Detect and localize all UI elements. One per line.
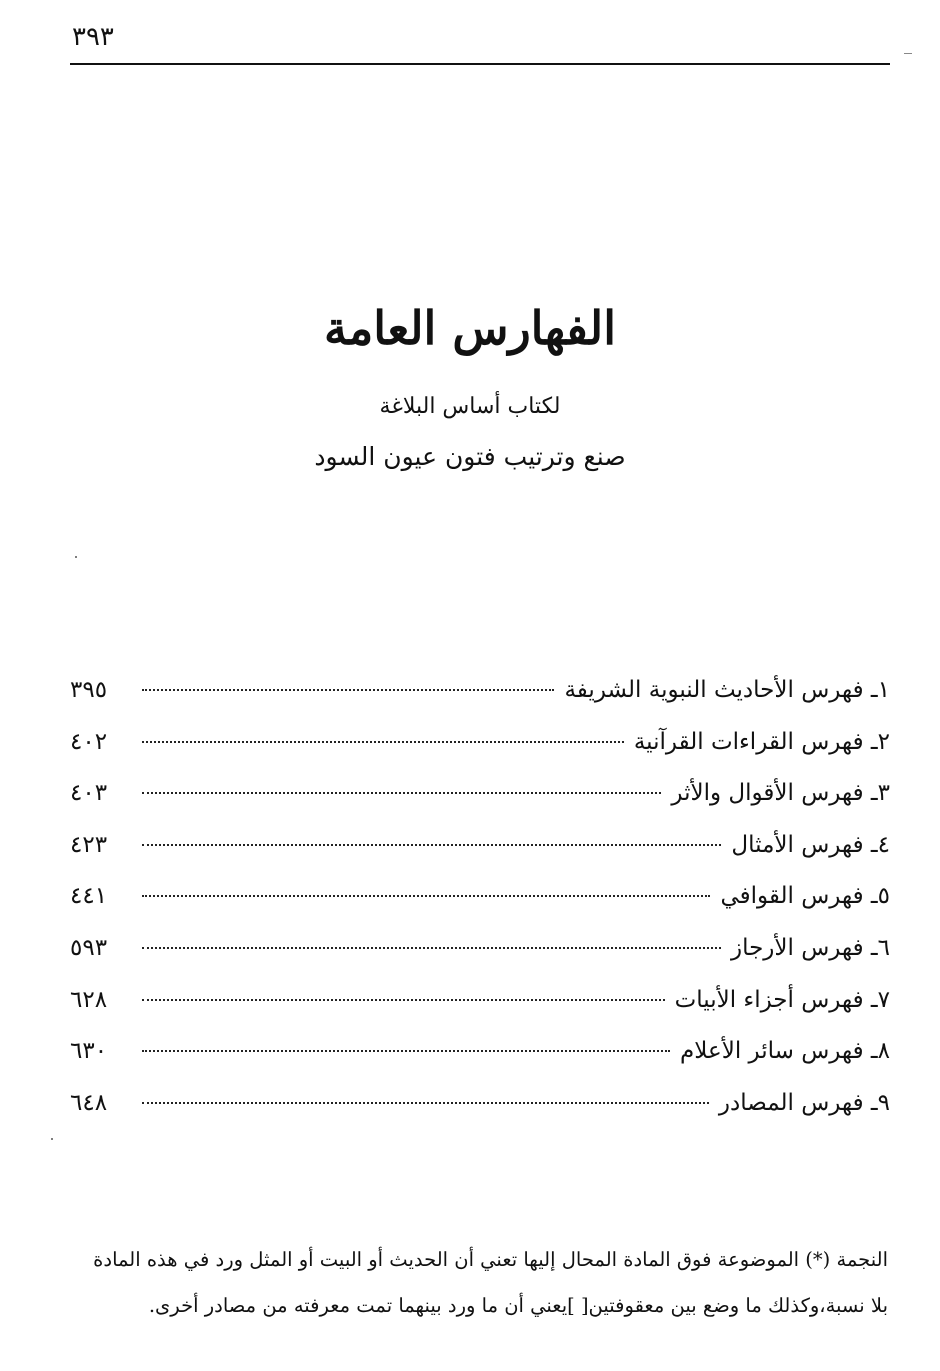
toc-entry-label: ٨ـ فهرس سائر الأعلام [680,1038,890,1065]
dot-leader [142,1050,670,1052]
toc-entry-page: ٦٤٨ [70,1089,108,1116]
footnote-line: النجمة (*) الموضوعة فوق المادة المحال إليها تعني أن الحديث أو البيت أو المثل ورد في هذه المادة [93,1248,888,1271]
toc-entry[interactable] [70,980,890,1032]
toc-entry-label: ٤ـ فهرس الأمثال [731,831,890,858]
toc-entry-page: ٤٠٣ [70,780,108,807]
toc-entry-label: ٣ـ فهرس الأقوال والأثر [671,780,890,807]
toc-entry[interactable] [70,876,890,928]
footnote [62,1237,888,1329]
toc-entry[interactable] [70,773,890,825]
dot-leader [142,844,721,846]
toc-entry-label: ٦ـ فهرس الأرجاز [730,934,890,961]
dot-leader [142,895,710,897]
page-number: ٣٩٣ [72,22,114,52]
toc-entry-label: ١ـ فهرس الأحاديث النبوية الشريفة [564,677,890,703]
toc-entry-page: ٤٤١ [70,883,108,910]
toc-entry-label: ٩ـ فهرس المصادر [718,1089,890,1116]
toc-entry-label: ٥ـ فهرس القوافي [720,883,890,910]
footnote-line: بلا نسبة،وكذلك ما وضع بين معقوفتين[ ]يعني أن ما ورد بينهما تمت معرفته من مصادر أخرى. [148,1294,888,1317]
toc-entry[interactable] [70,928,890,980]
dot-leader [142,792,661,794]
toc-entry[interactable] [70,1031,890,1083]
toc-entry-page: ٣٩٥ [70,677,108,703]
toc-entry-label: ٧ـ فهرس أجزاء الأبيات [674,986,890,1013]
dot-leader [142,741,624,743]
toc-entry[interactable] [70,722,890,774]
toc-entry-page: ٤٢٣ [70,831,108,858]
toc-entry-page: ٦٢٨ [70,986,108,1013]
toc-entry-page: ٤٠٢ [70,728,108,755]
scan-speck [75,556,77,558]
toc-entry-page: ٦٣٠ [70,1038,108,1065]
header-rule [70,63,890,65]
dot-leader [142,1102,709,1104]
subtitle-book: لكتاب أساس البلاغة [379,394,561,419]
scan-speck [51,1138,53,1140]
margin-tick [904,53,912,54]
toc-entry[interactable] [70,825,890,877]
table-of-contents [70,670,890,1134]
page-title: الفهارس العامة [324,301,616,355]
dot-leader [142,689,554,691]
dot-leader [142,999,665,1001]
toc-entry-page: ٥٩٣ [70,934,108,961]
toc-entry[interactable] [70,670,890,722]
toc-entry-label: ٢ـ فهرس القراءات القرآنية [633,728,890,755]
subtitle-author: صنع وترتيب فتون عيون السود [314,442,626,471]
dot-leader [142,947,721,949]
toc-entry[interactable] [70,1083,890,1135]
